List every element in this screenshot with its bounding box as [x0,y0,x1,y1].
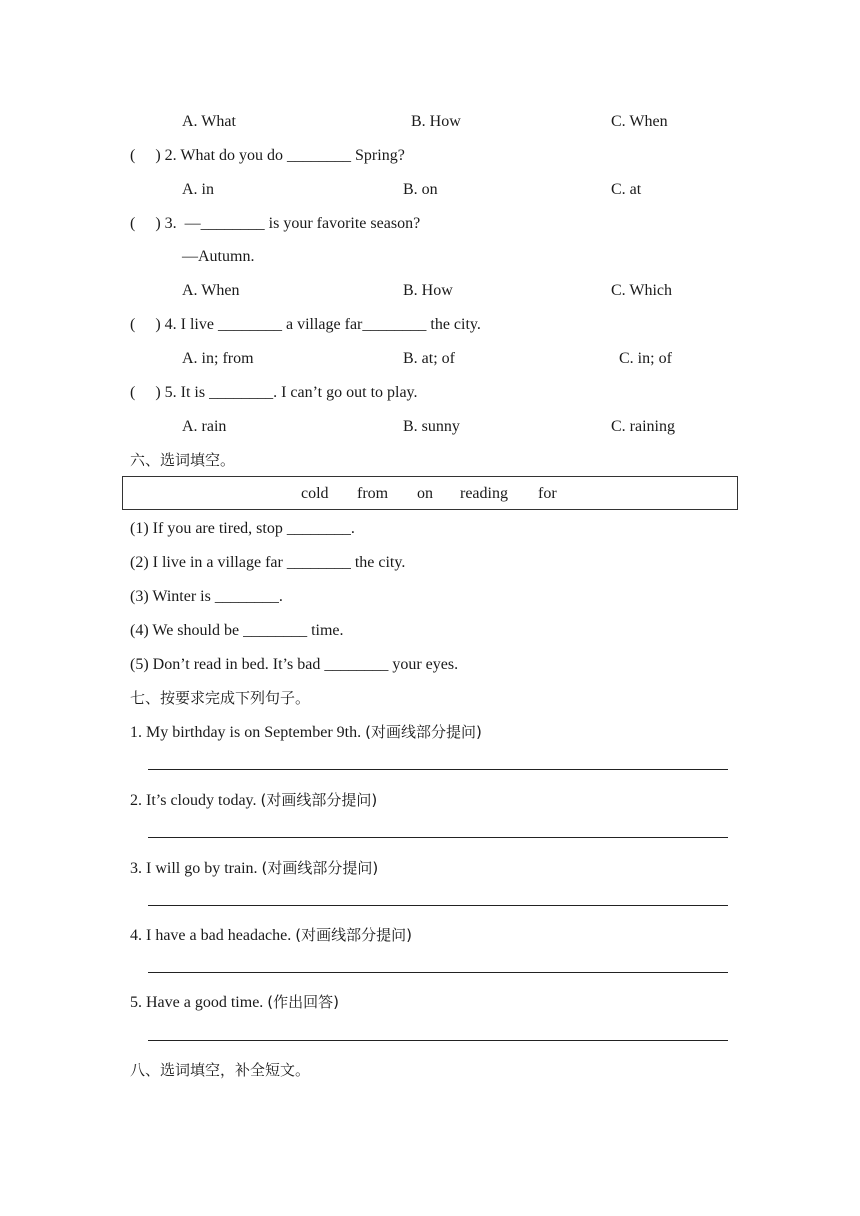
q2-option-a: A. in [182,181,214,198]
section7-item-1 [130,722,482,743]
section7-item-5 [130,992,339,1013]
q1-option-a: A. What [182,113,236,130]
q2-option-b: B. on [403,181,438,198]
q4-option-c: C. in; of [619,350,672,367]
q1-option-c: C. When [611,113,668,130]
word-bank-item: cold [301,485,329,502]
section6-sentence-3: (3) Winter is ________. [130,588,283,605]
q3-option-b: B. How [403,282,453,299]
q4-option-a: A. in; from [182,350,254,367]
item-instruction: (作出回答) [267,993,340,1011]
section6-sentence-4: (4) We should be ________ time. [130,622,344,639]
q4-prompt: ( ) 4. I live ________ a village far________ the city. [130,316,481,333]
q2-prompt: ( ) 2. What do you do ________ Spring? [130,147,405,164]
section6-sentence-2: (2) I live in a village far ________ the city. [130,554,406,571]
section6-sentence-5: (5) Don’t read in bed. It’s bad ________ your eyes. [130,656,459,673]
q2-option-c: C. at [611,181,642,198]
item-instruction: (对画线部分提问) [261,859,379,877]
section7-heading: 七、按要求完成下列句子。 [130,689,311,707]
answer-line-3[interactable] [148,905,728,906]
word-bank-item: for [538,485,557,502]
answer-line-2[interactable] [148,837,728,838]
q5-option-b: B. sunny [403,418,460,435]
item-text: 3. I will go by train. [130,860,258,877]
answer-line-1[interactable] [148,769,728,770]
section7-item-3 [130,858,378,879]
answer-line-4[interactable] [148,972,728,973]
q3-option-a: A. When [182,282,240,299]
item-text: 5. Have a good time. [130,994,264,1011]
word-bank-item: from [357,485,389,502]
item-text: 4. I have a bad headache. [130,927,292,944]
section7-item-4 [130,925,412,946]
q5-option-c: C. raining [611,418,675,435]
item-instruction: (对画线部分提问) [295,926,412,944]
word-bank-item: on [417,485,433,502]
item-text: 2. It’s cloudy today. [130,792,257,809]
q5-option-a: A. rain [182,418,227,435]
item-instruction: (对画线部分提问) [260,791,378,809]
item-instruction: (对画线部分提问) [365,723,482,741]
q5-prompt: ( ) 5. It is ________. I can’t go out to play. [130,384,418,401]
q3-prompt: ( ) 3. —________ is your favorite season? [130,215,421,232]
word-bank-box [122,476,738,510]
section7-item-2 [130,790,377,811]
q3-option-c: C. Which [611,282,673,299]
q4-option-b: B. at; of [403,350,455,367]
section6-heading: 六、选词填空。 [130,451,236,469]
section8-heading: 八、选词填空，补全短文。 [130,1061,311,1079]
q1-option-b: B. How [411,113,461,130]
answer-line-5[interactable] [148,1040,728,1041]
section6-sentence-1: (1) If you are tired, stop ________. [130,520,355,537]
item-text: 1. My birthday is on September 9th. [130,724,362,741]
q3-answer-line: —Autumn. [182,248,255,265]
word-bank-item: reading [460,485,508,502]
